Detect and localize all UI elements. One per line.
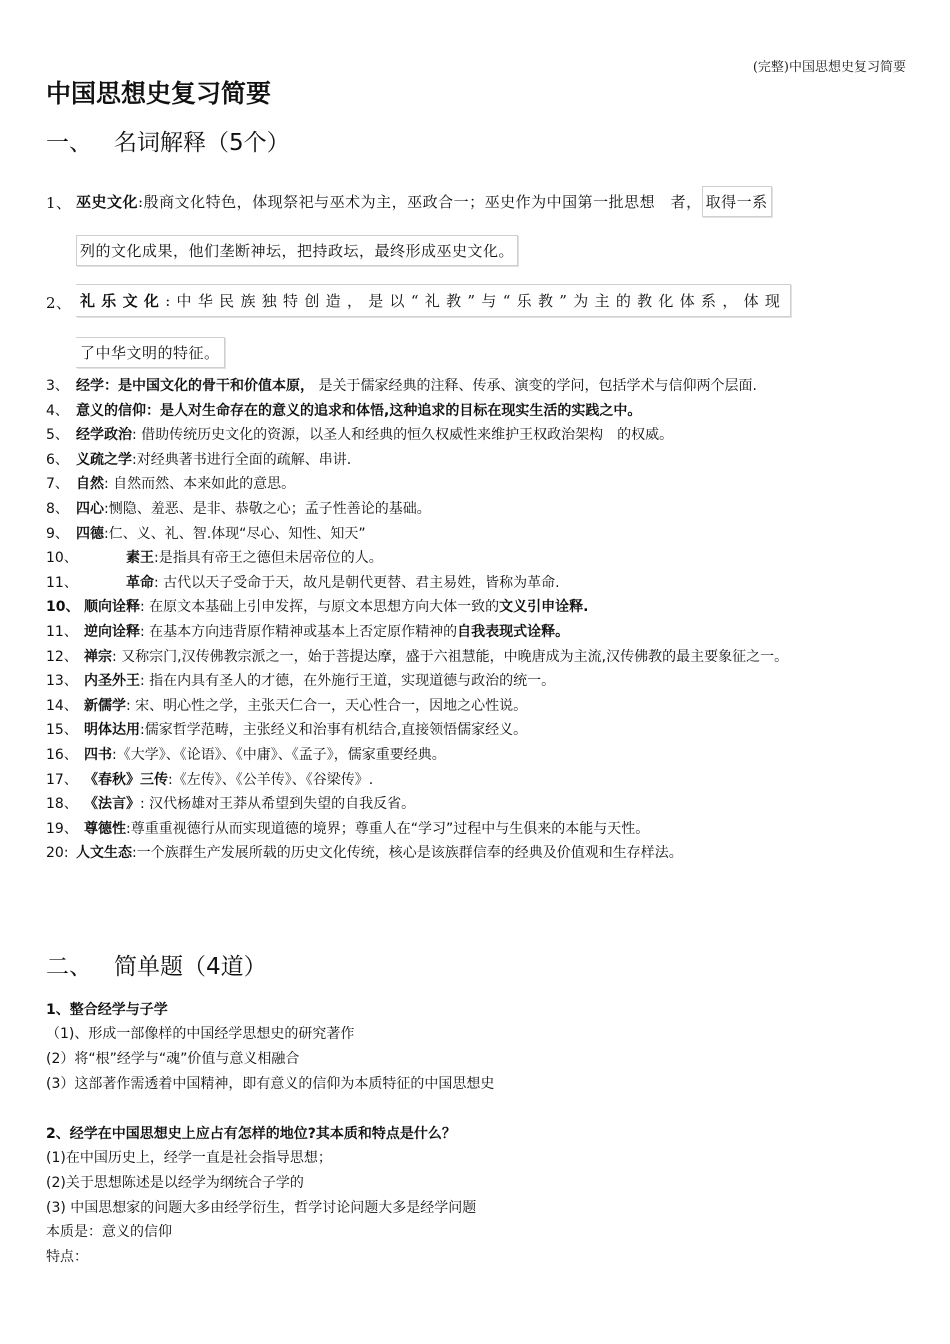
term-item-4	[46, 399, 906, 424]
term-text: 是关于儒家经典的注释、传承、演变的学问，包括学术与信仰两个层面.	[318, 378, 757, 394]
running-header: (完整)中国思想史复习简要	[752, 60, 906, 75]
term-number: 10、	[46, 550, 78, 567]
term-number: 5、	[46, 427, 69, 444]
term-item-12	[46, 645, 906, 670]
term-item-20	[46, 841, 906, 866]
term-item-16	[46, 743, 906, 768]
term-item-7	[46, 472, 906, 497]
term-item-11b	[46, 620, 906, 645]
term-label: 尊德性	[84, 820, 126, 837]
answer-line: (3）这部著作需透着中国精神，即有意义的信仰为本质特征的中国思想史	[46, 1075, 495, 1092]
term-label: 顺向诠释	[84, 599, 140, 616]
term-number: 4、	[46, 402, 69, 419]
term-bold-tail: 自我表现式诠释。	[457, 623, 570, 640]
answer-line: (2）将“根”经学与“魂”价值与意义相融合	[46, 1050, 300, 1067]
answer-line: （1)、形成一部像样的中国经学思想史的研究著作	[46, 1026, 355, 1042]
term-item-14	[46, 694, 906, 719]
term-text: :是指具有帝王之德但未居帝位的人。	[154, 550, 383, 567]
term-number: 12、	[46, 648, 78, 665]
term-label: 革命	[126, 574, 154, 591]
term-number: 7、	[46, 476, 69, 493]
term-text-boxed: 取得一系	[702, 186, 772, 217]
term-label: 人文生态	[76, 845, 132, 862]
terms-list	[46, 374, 906, 866]
term-number: 13、	[46, 673, 78, 690]
term-item-1	[46, 184, 946, 266]
term-item-10b	[46, 595, 906, 620]
term-label: 明体达用	[84, 722, 140, 739]
term-text: :儒家哲学范畴，主张经义和治事有机结合,直接领悟儒家经义。	[140, 722, 528, 739]
answer-line: 特点：	[46, 1249, 88, 1266]
term-text: : 在基本方向违背原作精神或基本上否定原作精神的	[140, 623, 458, 640]
term-label: 自然	[76, 476, 104, 493]
term-item-9	[46, 522, 906, 547]
question-title: 1、整合经学与子学	[46, 1002, 168, 1018]
section-title: 名词解释（5个）	[114, 130, 290, 156]
term-number: 18、	[46, 796, 78, 813]
term-number: 16、	[46, 746, 78, 763]
term-item-19	[46, 817, 906, 842]
term-text-line1: :中华民族独特创造，是以“礼教”与“乐教”为主的教化体系，体现	[165, 292, 787, 310]
term-number: 20:	[46, 845, 69, 862]
term-item-11a	[46, 571, 906, 596]
term-text: : 又称宗门,汉传佛教宗派之一，始于菩提达摩，盛于六祖慧能，中晚唐成为主流,汉传佛教的最主要象征之一。	[112, 648, 789, 665]
term-text-line2: 列的文化成果，他们垄断神坛，把持政坛，最终形成巫史文化。	[76, 235, 518, 266]
term-item-5	[46, 423, 906, 448]
term-bold-tail: 文义引申诠释.	[499, 599, 589, 616]
term-item-2	[46, 284, 946, 368]
term-text: : 指在内具有圣人的才德，在外施行王道，实现道德与政治的统一。	[140, 673, 556, 690]
term-text: : 汉代杨雄对王莽从希望到失望的自我反省。	[140, 796, 416, 813]
question-2	[46, 1122, 906, 1270]
term-number: 10、	[46, 599, 80, 616]
document-title: 中国思想史复习简要	[46, 79, 272, 108]
term-number: 11、	[46, 623, 78, 640]
section-number: 一、	[46, 130, 92, 156]
term-label: 巫史文化	[76, 193, 139, 211]
term-item-3	[46, 374, 906, 399]
term-number: 19、	[46, 820, 78, 837]
answer-line: (1)在中国历史上，经学一直是社会指导思想；	[46, 1150, 332, 1166]
term-number: 9、	[46, 525, 69, 542]
term-label: 逆向诠释	[84, 623, 140, 640]
term-label: 经学：是中国文化的骨干和价值本原，	[76, 378, 314, 394]
term-number: 2、	[46, 294, 72, 312]
term-text-line2: 了中华文明的特征。	[76, 337, 225, 368]
term-number: 3、	[46, 378, 69, 394]
term-item-6	[46, 448, 906, 473]
term-number: 8、	[46, 500, 69, 517]
term-label: 内圣外王	[84, 673, 140, 690]
term-number: 6、	[46, 451, 69, 468]
term-label: 经学政治	[76, 427, 132, 444]
answer-line: (2)关于思想陈述是以经学为纲统合子学的	[46, 1174, 304, 1191]
term-text: : 借助传统历史文化的资源，以圣人和经典的恒久权威性来维护王权政治架构 的权威。	[132, 427, 674, 444]
term-number: 15、	[46, 722, 78, 739]
term-label: 义疏之学	[76, 451, 132, 468]
section-heading-terms	[46, 124, 290, 157]
term-label: 禅宗	[84, 648, 112, 665]
section-heading-questions	[46, 948, 267, 981]
term-item-18	[46, 792, 906, 817]
term-number: 11、	[46, 574, 78, 591]
term-item-15	[46, 718, 906, 743]
term-text: : 古代以天子受命于天，故凡是朝代更替、君主易姓，皆称为革命.	[154, 574, 560, 591]
term-number: 1、	[46, 194, 72, 212]
term-text-line1: :殷商文化特色，体现祭祀与巫术为主，巫政合一；巫史作为中国第一批思想 者，	[138, 193, 702, 211]
question-title: 2、经学在中国思想史上应占有怎样的地位?其本质和特点是什么？	[46, 1126, 456, 1142]
term-label: 礼乐文化	[80, 292, 166, 310]
section-number: 二、	[46, 954, 92, 980]
section-title: 简单题（4道）	[114, 954, 267, 980]
term-text: : 在原文本基础上引申发挥，与原文本思想方向大体一致的	[140, 599, 500, 616]
answer-line: 本质是：意义的信仰	[46, 1224, 172, 1241]
term-text: :《左传》、《公羊传》、《谷梁传》.	[168, 771, 374, 788]
term-item-13	[46, 669, 906, 694]
term-number: 17、	[46, 771, 78, 788]
term-text: :对经典著书进行全面的疏解、串讲.	[132, 451, 352, 468]
term-number: 14、	[46, 697, 78, 714]
term-text: :一个族群生产发展所载的历史文化传统，核心是该族群信奉的经典及价值观和生存样法。	[132, 845, 683, 862]
term-label: 四书	[84, 746, 112, 763]
term-label: 《法言》	[84, 796, 140, 813]
term-label: 意义的信仰：是人对生命存在的意义的追求和体悟,这种追求的目标在现实生活的实践之中。	[76, 402, 642, 419]
term-text: :尊重重视德行从而实现道德的境界；尊重人在“学习”过程中与生俱来的本能与天性。	[126, 820, 650, 837]
term-item-17	[46, 768, 906, 793]
term-label: 新儒学	[84, 697, 126, 714]
term-text: :恻隐、羞恶、是非、恭敬之心；孟子性善论的基础。	[104, 500, 431, 517]
term-text: :《大学》、《论语》、《中庸》、《孟子》，儒家重要经典。	[112, 746, 446, 763]
term-item-10a	[46, 546, 906, 571]
term-text: : 宋、明心性之学，主张天仁合一，天心性合一，因地之心性说。	[126, 697, 528, 714]
term-label: 四心	[76, 500, 104, 517]
answer-line: (3) 中国思想家的问题大多由经学衍生，哲学讨论问题大多是经学问题	[46, 1199, 477, 1216]
term-text: :仁、义、礼、智.体现“尽心、知性、知天”	[104, 525, 366, 542]
term-label: 素王	[126, 550, 154, 567]
term-label: 四德	[76, 525, 104, 542]
term-text: : 自然而然、本来如此的意思。	[104, 476, 296, 493]
term-item-8	[46, 497, 906, 522]
question-1	[46, 998, 906, 1096]
term-label: 《春秋》三传	[84, 771, 168, 788]
